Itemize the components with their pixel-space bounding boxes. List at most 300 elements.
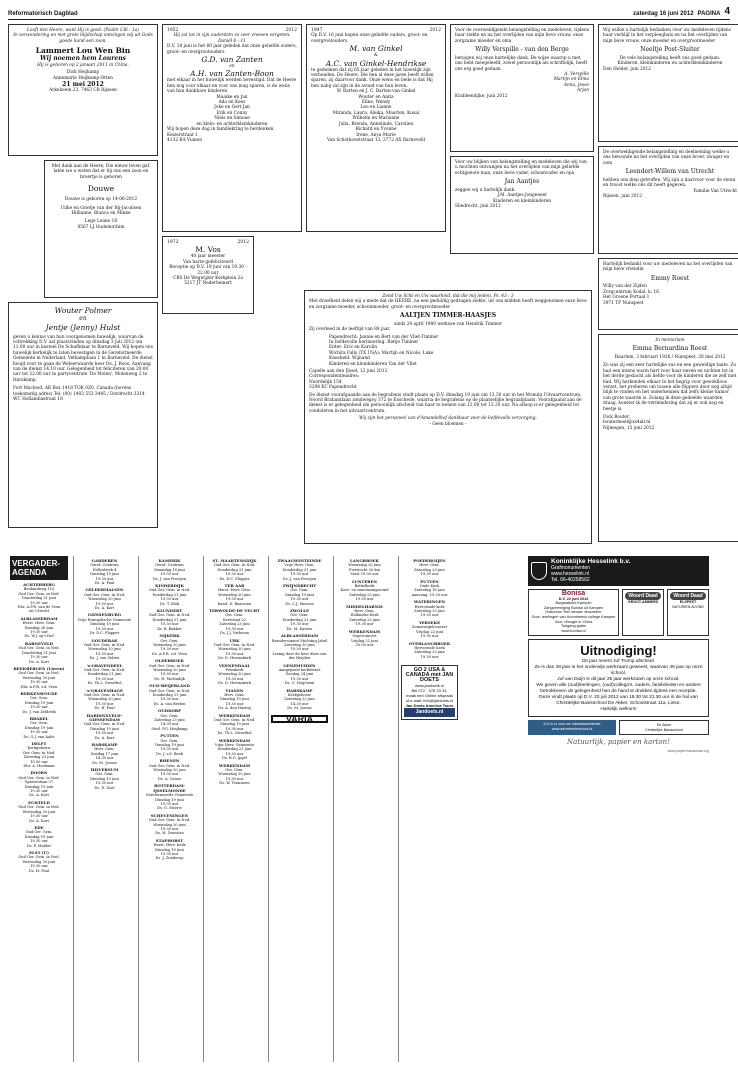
agenda-line: Donderdag 21 juni: [22, 650, 56, 655]
agenda-line: Dhr. A.F.R. van de Veen: [17, 605, 61, 610]
agenda-line: 20.00 uur: [355, 642, 374, 647]
agenda-line: Dinsdag 19 juni: [90, 726, 119, 731]
intro-text: Voor de overweldigende belangstelling en medeleven, tijdens haar ziekte en na het overlijden van mijn lieve vrouw, onze zorgzame moeder en oma: [455, 28, 589, 44]
agenda-line: Dinsdag 26 juni: [24, 625, 54, 630]
agenda-line: 19.30 uur: [160, 801, 179, 806]
thanks-verspille: [450, 24, 594, 152]
agenda-line: 19.30 uur: [160, 597, 179, 602]
name-1: G.D. van Zanten: [201, 55, 263, 65]
agenda-line: 19.30 uur: [160, 826, 179, 831]
agenda-entries: [271, 559, 328, 711]
agenda-line: 19.30 uur: [160, 572, 179, 577]
agenda-entry: [336, 630, 393, 648]
intro-text: Met dank aan de Heere, Die nieuw leven gaf, laten we u weten dat er bij ons een zoon en broertje is geboren: [51, 164, 151, 180]
ad-subtitle: Grafmonumenten: [551, 565, 590, 571]
agenda-line: 19.30 uur: [225, 676, 244, 681]
agenda-line: Oud Ger. Gem. in Ned.: [18, 671, 60, 676]
signature: Dick Bouter, boutermeel@xs4all.nl Nijmegen, 15 juni 2012: [603, 414, 655, 431]
agenda-place: 's-GRAVENHAGE: [86, 687, 123, 693]
agenda-line: Ger. Gem.: [160, 638, 179, 643]
agenda-line: 19.30 uur: [355, 597, 374, 602]
agenda-line: Ger. Gem.: [160, 713, 179, 718]
agenda-line: Dinsdag 19 juni: [155, 743, 184, 748]
name: Neeltje Post-Sluiter: [640, 46, 700, 54]
agenda-line: Beulandweg 110: [23, 587, 55, 592]
agenda-entries: [336, 559, 393, 647]
agenda-entry: [76, 639, 133, 661]
agenda-line: Lezing door de heer Kees van der Heijden: [272, 651, 327, 661]
agenda-place: WERKENDAM: [218, 737, 251, 743]
agenda-line: 19.30 uur: [30, 705, 48, 710]
agenda-entry: [206, 689, 263, 711]
agenda-line: 19.30 uur: [160, 647, 179, 652]
agenda-line: Woensdag 20 juni: [88, 597, 121, 602]
agenda-line: 19.30 uur: [160, 747, 179, 752]
agenda-line: 19.30 uur: [95, 626, 114, 631]
ad-url[interactable]: www.hesselink.nl: [551, 571, 590, 577]
agenda-place: TER AAR: [224, 583, 245, 589]
column-1: [8, 24, 158, 554]
agenda-entries: [206, 559, 263, 786]
agenda-entry: [10, 642, 68, 664]
agenda-entry: [206, 764, 263, 786]
name: Willy Verspille - van den Berge: [475, 46, 569, 54]
agenda-entry: [10, 692, 68, 714]
agenda-line: Gereformeerde Gemeente: [145, 793, 194, 798]
agenda-line: Oud Ger. Gem. in Ned.: [83, 722, 126, 727]
agenda-col-5: [268, 556, 330, 1062]
page-label: PAGINA: [697, 11, 721, 17]
agenda-place: GELDERMALSEN: [85, 587, 124, 593]
agenda-entries: [76, 559, 133, 790]
thanks-van-utrecht: [598, 146, 738, 254]
place-date: Den Helder, juni 2012: [603, 66, 651, 72]
agenda-line: Aanvang: 19.30 uur: [411, 592, 448, 597]
agenda-line: Kerkgebouw: [27, 746, 51, 751]
agenda-place: PUTTEN: [420, 578, 439, 584]
agenda-place: BRAKEL: [29, 715, 49, 721]
groom-name: Wouter Polmer: [54, 306, 112, 315]
agenda-line: Ds. Th.L. Zwartbol: [87, 681, 122, 686]
agenda-entry: [401, 642, 458, 660]
verse: Hij zal tot in zijn ouderdom zo zeer vreesen vergeten. Daniël 6 : 11: [173, 33, 291, 44]
agenda-place: TERWOLDE-DE VECHT: [209, 608, 260, 614]
verse: Zend Uw licht en Uw waarheid, dat die mij leiden. Ps. 43 : 3: [382, 294, 514, 299]
anniversary-van-zanten: [162, 24, 302, 232]
ad-event: NATURIËN-AVOND: [672, 604, 704, 609]
heading: In memoriam: [655, 338, 685, 343]
body-text: zeggen wij u hartelijk dank.: [455, 187, 516, 193]
agenda-place: HARDINXVELD-GIESSENDAM: [86, 712, 123, 722]
ad-text: Dit jaar neemt Juf Tromp afscheid. Ze is dan 48 jaar in het onderwijs werkzaam geweest, waarvan 46 jaar op onze school. Juf van Duijn is dit jaar 25 jaar werkzaam op onze school. We geven alle (oud)leerlingen, (oud)collega's, ouders, familieleden en andere betrokkenen de gelegenheid hen de hand te drukken tijdens een receptie. Deze vindt plaats op D.V. 20 juli 2012 van 19.30 tot 21.30 uur in de hal van Christelijke Basisschool De Akker, Schoolstraat 11a, Lisse. Hartelijk welkom!: [534, 659, 703, 713]
agenda-entry: [76, 743, 133, 765]
agenda-line: Zaterdag 23 juni: [414, 567, 445, 572]
agenda-line: Zaterdag 23 juni: [349, 592, 380, 597]
family: Papendrecht: Jannie en Bert van der Vliet-Timmer In liefdevolle herinnering: Rietje Timmer Enter: Eric en Karolin Wichita Falls (TX USA): Martijn en Nicole, Luke Knesheld: Wijnand Kinderen en kleinkinderen Van der Vliet: [329, 334, 439, 367]
intro-text: In verwondering en met grote blijdschap ontvingen wij uit Gods goede hand een zoon.: [13, 33, 153, 44]
agenda-line: Donderdag 21 juni: [282, 617, 317, 622]
agenda-place: EDE: [34, 824, 44, 830]
agenda-entries: [10, 583, 68, 873]
agenda-place: WERKENDAM: [218, 712, 251, 718]
agenda-line: Herv. Gem.: [354, 609, 375, 614]
agenda-line: Kerstraat 22: [223, 617, 246, 622]
name-2: A.C. van Ginkel-Hendrikse: [325, 58, 427, 68]
agenda-line: Woensdag 20 juni: [218, 672, 251, 677]
agenda-line: Oud Ger. Gem. in Ned.: [213, 642, 256, 647]
agenda-entry: [141, 559, 198, 581]
agenda-line: Ds. D. Heemskerk: [218, 656, 251, 661]
agenda-line: 19.30 uur: [30, 680, 48, 685]
agenda-line: Ds. C.J. Meeuse: [285, 601, 314, 606]
agenda-line: 19.30 uur: [355, 622, 374, 627]
agenda-line: 19.30 uur: [95, 601, 114, 606]
agenda-entry: [401, 621, 458, 639]
ilg-ad: ILG is er voor uw rubriekadvertentie www.advertentieschool.nl: [528, 720, 616, 735]
agenda-place: VEENENDAAL: [218, 662, 251, 668]
lower-section: [8, 556, 730, 1062]
agenda-line: 19.30 uur: [160, 697, 179, 702]
agenda-place: HARSKAMP: [91, 742, 118, 748]
agenda-line: Woensdag 20 juni: [348, 563, 381, 568]
place-date: Rijssen, juni 2012: [603, 193, 642, 199]
agenda-line: Dinsdag 19 juni: [155, 797, 184, 802]
intro-text: Voor uw blijken van belangstelling en medeleven die wij van u mochten ontvangen na het overlijden van mijn geliefde echtgenote man, onze lieve vader, schoonvader en opa: [455, 160, 587, 176]
agenda-line: Ds. D. Heemskerk: [218, 681, 251, 686]
verse: Looft den Heere, want Hij is goed. (Psalm 136 : 1a): [27, 28, 139, 33]
and-word: en: [79, 315, 87, 322]
page-number: 4: [724, 6, 730, 17]
empty-col: [463, 556, 525, 1062]
agenda-line: Ds. T. Klok: [159, 601, 180, 606]
agenda-line: Woensdag 20 juni: [153, 768, 186, 773]
agenda-line: Woensdag 20 juni: [22, 859, 56, 864]
agenda-line: Herv. Gem.: [224, 692, 245, 697]
agenda-line: Dinsdag 19 juni: [24, 700, 54, 705]
agenda-line: 14.30 uur: [95, 756, 114, 761]
thanks-note: Wij zijn het personeel van d'Amandelhof dankbaar voor de liefdevolle verzorging.: [359, 416, 537, 422]
thanks-roest: [598, 258, 738, 330]
agenda-line: 19.30 uur: [225, 701, 244, 706]
jandoets-logo: Jandoets.nl: [404, 708, 455, 717]
agenda-line: Oud Ger. Gem. in Ned.: [148, 688, 191, 693]
woorddaad-ad-1: [622, 589, 664, 636]
agenda-col-6: [333, 556, 395, 1062]
agenda-entry: [401, 580, 458, 598]
agenda-line: Oud Ger. Gem.: [25, 830, 53, 835]
child-name: Douwe: [87, 184, 115, 194]
agenda-line: Ger. Gem.: [29, 721, 49, 726]
agenda-line: Ds. D. Zoet: [94, 785, 115, 790]
agenda-line: Oud Ger. Gem. in Ned.: [148, 588, 191, 593]
place-address: Capelle aan den IJssel, 12 juni 2012 Correspondentieadres: Noordelijk 154 3298 KC Papendrecht: [309, 368, 388, 391]
service-info: De dienst voorafgaande aan de begrafenis vindt plaats op D.V. dinsdag 19 juni om 13.30 uur in het Monuta Uitvaartcentrum, Noord Brabantlaan zondwegoy 372 te Enschede, waarna de begrafenis op de plaatselijke begraafplaats. Voorafgaand aan de dienst is er gelegenheid om persoonlijk afscheid van haar te nemen van 12.00 tot 13.20 uur. Na afloop is er gelegenheid tot condoleren in het uitvaartcentrum.: [309, 392, 582, 414]
agenda-place: RHENEN: [159, 758, 180, 764]
agenda-line: Ds. A. Kort: [94, 606, 115, 611]
signature: Familie Van Utrecht: [693, 188, 737, 194]
agenda-line: Woensdag 20 juni: [22, 809, 56, 814]
agenda-line: Ds. H. Paul: [28, 868, 50, 873]
agenda-line: Donderdag 21 juni: [282, 567, 317, 572]
agenda-line: Geref. Centrum: [90, 563, 119, 568]
agenda-line: Ds. M. Karens: [286, 626, 313, 631]
birth-info: Douwe is geboren op 14-06-2012: [64, 197, 138, 203]
obituary-timmer: [304, 290, 592, 544]
ad-text: maak een Online afspraak of e-mail: info@jandoets.nl: [405, 693, 454, 704]
agenda-line: Ger. Gem.: [225, 768, 244, 773]
agenda-place: KLUNDERT: [156, 608, 183, 614]
note: Wij hopen deze dag in familiekring te herdenken.: [167, 127, 275, 133]
agenda-place: WATERINGEN: [413, 599, 446, 605]
agenda-line: 19.30 uur: [420, 572, 439, 577]
agenda-place: WERKENDAM: [348, 628, 381, 634]
signature: J.M. Aantjes-Jongeneel Kinderen en kleinkinderen: [492, 193, 552, 204]
in-memoriam-roest: [598, 334, 738, 542]
year-start: 1972: [167, 240, 179, 245]
and-word: en: [229, 64, 235, 70]
newspaper-name: Reformatorisch Dagblad: [8, 11, 78, 17]
agenda-line: Ds. G. Moerw: [157, 806, 182, 811]
agenda-line: 19.30 uur: [225, 726, 244, 731]
agenda-line: 14.30 uur: [160, 722, 179, 727]
agenda-place: GOUDERAK: [91, 637, 118, 643]
bride-name: Jentje (Jenny) Hulst: [45, 322, 121, 332]
agenda-entry: [10, 583, 68, 614]
agenda-line: 19.30 uur: [225, 597, 244, 602]
agenda-place: SCHEVENINGEN: [150, 812, 189, 818]
agenda-line: Dinsdag 19 juni: [24, 834, 54, 839]
agenda-line: Kand. D. Baarssen: [217, 601, 252, 606]
agenda-col-2: [73, 556, 135, 1062]
agenda-line: Oud Ger. Gem. in Ned.: [213, 563, 256, 568]
year-end: 2012: [429, 28, 441, 33]
agenda-line: 19.30 uur: [225, 751, 244, 756]
agenda-place: ROTTERDAM-IJSSELMONDE: [153, 783, 186, 793]
agenda-line: Ds. A. Kort: [94, 735, 115, 740]
agenda-line: Oud Ger. Gem. in Ned.: [83, 592, 126, 597]
agenda-place: HARSKAMP: [286, 687, 313, 693]
agenda-line: 19.30 uur: [30, 630, 48, 635]
body-text: met elkaar in het huwelijk werden bevestigd. Dat de Heere hen nog voor elkaar en voor ons mag sparen, is de wens van hun dankbare kinderen: [167, 78, 297, 95]
footer-url: www.papiermaniamaat.org: [667, 749, 709, 754]
agenda-entry: [141, 759, 198, 781]
agenda-line: Woensdag 20 juni: [218, 592, 251, 597]
agenda-line: Ger. Gem.: [29, 696, 49, 701]
agenda-line: Donderdag 21 juni: [152, 692, 187, 697]
hesselink-ad: [528, 556, 709, 586]
agenda-line: Hervormde kerk: [414, 604, 445, 609]
agenda-entry: [10, 742, 68, 768]
agenda-entry: [76, 768, 133, 790]
agenda-entry: [336, 559, 393, 577]
agenda-place: OVERLANGBROEK: [408, 640, 451, 646]
agenda-line: Oud Ger. Gem. in Ned.: [83, 642, 126, 647]
agenda-place: YERSEKE: [418, 619, 441, 625]
agenda-line: Ds. A. Kort: [29, 659, 49, 664]
agenda-line: Zaterdag 23 juni: [414, 650, 445, 655]
agenda-entry: [141, 784, 198, 810]
agenda-line: Oud Ger. Gem. in Ned.: [83, 667, 126, 672]
ad-url[interactable]: www.jandoets.nl: [415, 683, 444, 689]
agenda-line: Ds. A. Kort: [29, 818, 49, 823]
agenda-line: Hollesbeek 4: [92, 567, 117, 572]
agenda-place: ACHTERBERG: [23, 582, 55, 587]
agenda-place: OUDDORP: [157, 708, 182, 714]
agenda-line: Ds. P. Mulder: [26, 843, 52, 848]
body-text: Zo was zij een zeer hartelijke zus en een geweldige tante. Zo had een intens warm hart voor haar neven en nichten tot in het derde geslacht als liefde voor de kinderen die ze zelf niet had. Wij herkenden elkaar in het begrip voor geweldloos verzet, het proberen om tussen alle flippers door nog altijd blijk te vinden en het onderkennen dat zelfs kleine humor van grote waarde is. Zolang ik deze gedeelde waarden draag, koester ik de vermindering dat zij er ook nog en beetje is.: [603, 363, 737, 412]
agenda-line: 19.30 uur: [160, 851, 179, 856]
children: Maaike en Jan Ada en Kees Joke en Gert Jan Erik en Conny Niels en Simone en klein- en achterkleinkinderen: [196, 94, 268, 127]
agenda-line: Dinsdag 19 juni: [155, 847, 184, 852]
ad-date: D.V. 22 juni 2012: [558, 596, 589, 601]
agenda-line: Ds. J. van Velzen: [89, 656, 120, 661]
agenda-entry: [76, 559, 133, 585]
agenda-entry: [271, 584, 328, 606]
agenda-line: 19.30 uur: [95, 576, 114, 581]
agenda-line: 19.00 uur: [30, 759, 48, 764]
agenda-place: URK: [229, 637, 240, 643]
agenda-place: WERKENDAM: [218, 762, 251, 768]
agenda-line: Koor- en samenzangavond: [340, 588, 389, 593]
agenda-line: 19.30 uur: [30, 864, 48, 869]
address: Arkeheem 23, 7463 CR Rijssen: [49, 88, 117, 94]
agenda-line: Oud Ger. Gem. in Ned.: [148, 818, 191, 823]
agenda-place: ST. MAARTENSDIJK: [212, 558, 257, 563]
agenda-line: 19.30 uur: [290, 597, 309, 602]
agenda-line: Donderdag 21 juni: [87, 672, 122, 677]
agenda-entry: [206, 739, 263, 761]
agenda-line: Ds. J.J. Verboom: [220, 631, 249, 636]
agenda-line: 14.30 uur: [290, 701, 309, 706]
agenda-entry: [141, 839, 198, 861]
agenda-line: Brandersonnet Stichting Jabel: [271, 638, 328, 643]
agenda-place: GENEMUIDEN: [283, 662, 316, 668]
agenda-line: Oud Ger. Gem. in Ned.: [148, 763, 191, 768]
agenda-line: Ds. W. Teunissen: [219, 781, 250, 786]
signature: Kinderen, kleinkinderen en achterkleinkinderen: [617, 61, 723, 67]
agenda-line: Donderdag 21 juni: [152, 592, 187, 597]
agenda-line: 19.30 uur: [30, 814, 48, 819]
agenda-line: Zaterdag 23 juni: [23, 755, 55, 760]
no-flowers: - Geen bloemen -: [429, 421, 467, 427]
agenda-line: Ds. A. Geuze: [157, 776, 182, 781]
agenda-place: POEDEROIJEN: [413, 558, 446, 563]
ad-place: Burgwalkerk Kampen: [555, 601, 592, 606]
agenda-line: Hervormde Kerk: [414, 645, 445, 650]
agenda-line: Woensdag 20 juni: [153, 822, 186, 827]
woorddaad-logo: Woord Daad: [670, 592, 706, 600]
agenda-entry: [76, 664, 133, 686]
agenda-place: ALBLASSERDAM: [280, 633, 319, 639]
agenda-entry: [206, 664, 263, 686]
agenda-line: Ger. Gem.: [290, 613, 309, 618]
agenda-line: Zaterdag 23 juni: [414, 609, 445, 614]
agenda-line: Ger. Gem.: [95, 772, 114, 777]
signature: A. Verspille Martijn en Elma Anna, Jesse Arjan: [553, 71, 589, 94]
name: M. Vos: [195, 245, 221, 255]
agenda-line: 19.30 uur: [95, 731, 114, 736]
agenda-place: VIANEN: [225, 687, 244, 693]
nickname: Wij noemen hem Lourens: [40, 55, 126, 63]
agenda-col-7: [398, 556, 460, 1062]
agenda-entry: [10, 617, 68, 639]
agenda-line: 19.30 uur: [225, 651, 244, 656]
agenda-entry: [141, 609, 198, 631]
agenda-line: Oud Ger. Gem. in Ned.: [148, 663, 191, 668]
agenda-place: ECHTELD: [28, 799, 50, 805]
agenda-line: Dr. D.C. Flapper: [89, 631, 120, 636]
agenda-line: Start 19.00 uur: [350, 572, 379, 577]
intro-text: Wij willen u hartelijk bedanken voor uw medeleven tijdens haar verblijf in het verpleeghuis en na het overlijden van mijn lieve vrouw, onze moeder en overgrootmoeder: [603, 28, 731, 44]
agenda-line: Geref. Centrum: [155, 563, 184, 568]
agenda-line: 19.30 uur: [420, 613, 439, 618]
agenda-place: OLDEBROEK: [155, 658, 184, 664]
agenda-entry: [10, 851, 68, 873]
agenda-line: Herv. Gem.: [94, 747, 115, 752]
agenda-entry: [401, 600, 458, 618]
agenda-line: Zaterdag 23 juni: [284, 697, 315, 702]
agenda-place: KAMERIK: [158, 558, 181, 563]
agenda-line: uit Utrecht: [28, 609, 50, 614]
jubilee-m-vos: [162, 236, 254, 314]
birth-info: Hij is geboren op 2 januari 2011 in China.: [37, 62, 129, 68]
agenda-line: 19.30 uur: [225, 626, 244, 631]
agenda-entry: [10, 717, 68, 739]
agenda-place: MIDDELHARNIS: [346, 603, 383, 609]
agenda-line: 19.30 uur: [30, 730, 48, 735]
agenda-line: Kerkgebouw: [288, 692, 311, 697]
agenda-line: Ger. Gem.: [290, 588, 309, 593]
agenda-line: Ger. Gem.: [160, 738, 179, 743]
agenda-line: Hollandse Kerk: [350, 613, 379, 618]
obituary-frame: [304, 290, 592, 544]
jandoets-ad: [401, 665, 458, 720]
agenda-place: LUNTEREN: [351, 578, 378, 584]
agenda-place: HILVERSUM: [90, 767, 119, 773]
agenda-line: Oud Ger. Gem. in Ned.: [18, 591, 60, 596]
agenda-line: 19.30 uur: [30, 789, 48, 794]
agenda-entry: [206, 714, 263, 736]
agenda-line: Stud. P.G. Heijkamp: [151, 726, 188, 731]
agenda-entry: [141, 734, 198, 756]
agenda-line: Fietstocht 20 km: [349, 567, 380, 572]
agenda-line: Dinsdag 19 juni: [220, 722, 249, 727]
agenda-place: NIJKERK: [159, 633, 180, 639]
agenda-line: Woensdag 20 juni: [218, 647, 251, 652]
agenda-place: LANGBROEK: [350, 558, 379, 563]
agenda-line: Zaterdag 23 juni: [154, 718, 185, 722]
ad-title: GO 2 USA & CANADA met JAN DOETS: [405, 667, 454, 684]
agenda-line: 19.30 uur: [290, 622, 309, 627]
ad-phone: Tel. 06-40258562: [551, 577, 590, 583]
year-start: 1947: [311, 28, 323, 33]
agenda-entry: [271, 664, 328, 686]
agenda-entry: [271, 689, 328, 711]
deceased-name: AALTJEN TIMMER-HAASJES: [399, 312, 497, 320]
addresses: Fort Macleod, AB Box 1418 TOK 0Z0, Canada (bovens toekomstig adres) Tel. (00) 1403 553 3445 / Dordrecht 3314 WC Hollandiastraat 18: [13, 386, 145, 402]
woorddaad-ad-2: [667, 589, 709, 636]
and-word: &: [374, 53, 378, 59]
agenda-line: 19.30 uur: [290, 647, 309, 652]
agenda-line: Donderdag 21 juni: [152, 617, 187, 622]
agenda-entry: [336, 580, 393, 602]
agenda-line: 19.30 uur: [30, 839, 48, 844]
agenda-line: Herst. Herv. Gem.: [22, 621, 56, 626]
agenda-line: Dinsdag 19 juni: [24, 725, 54, 730]
agenda-line: Ds. H. Zweistra: [155, 831, 184, 836]
ad-title: Uitnodiging!: [580, 643, 657, 659]
akker-logo: De Akker Christelijke Basisschool: [619, 720, 709, 735]
